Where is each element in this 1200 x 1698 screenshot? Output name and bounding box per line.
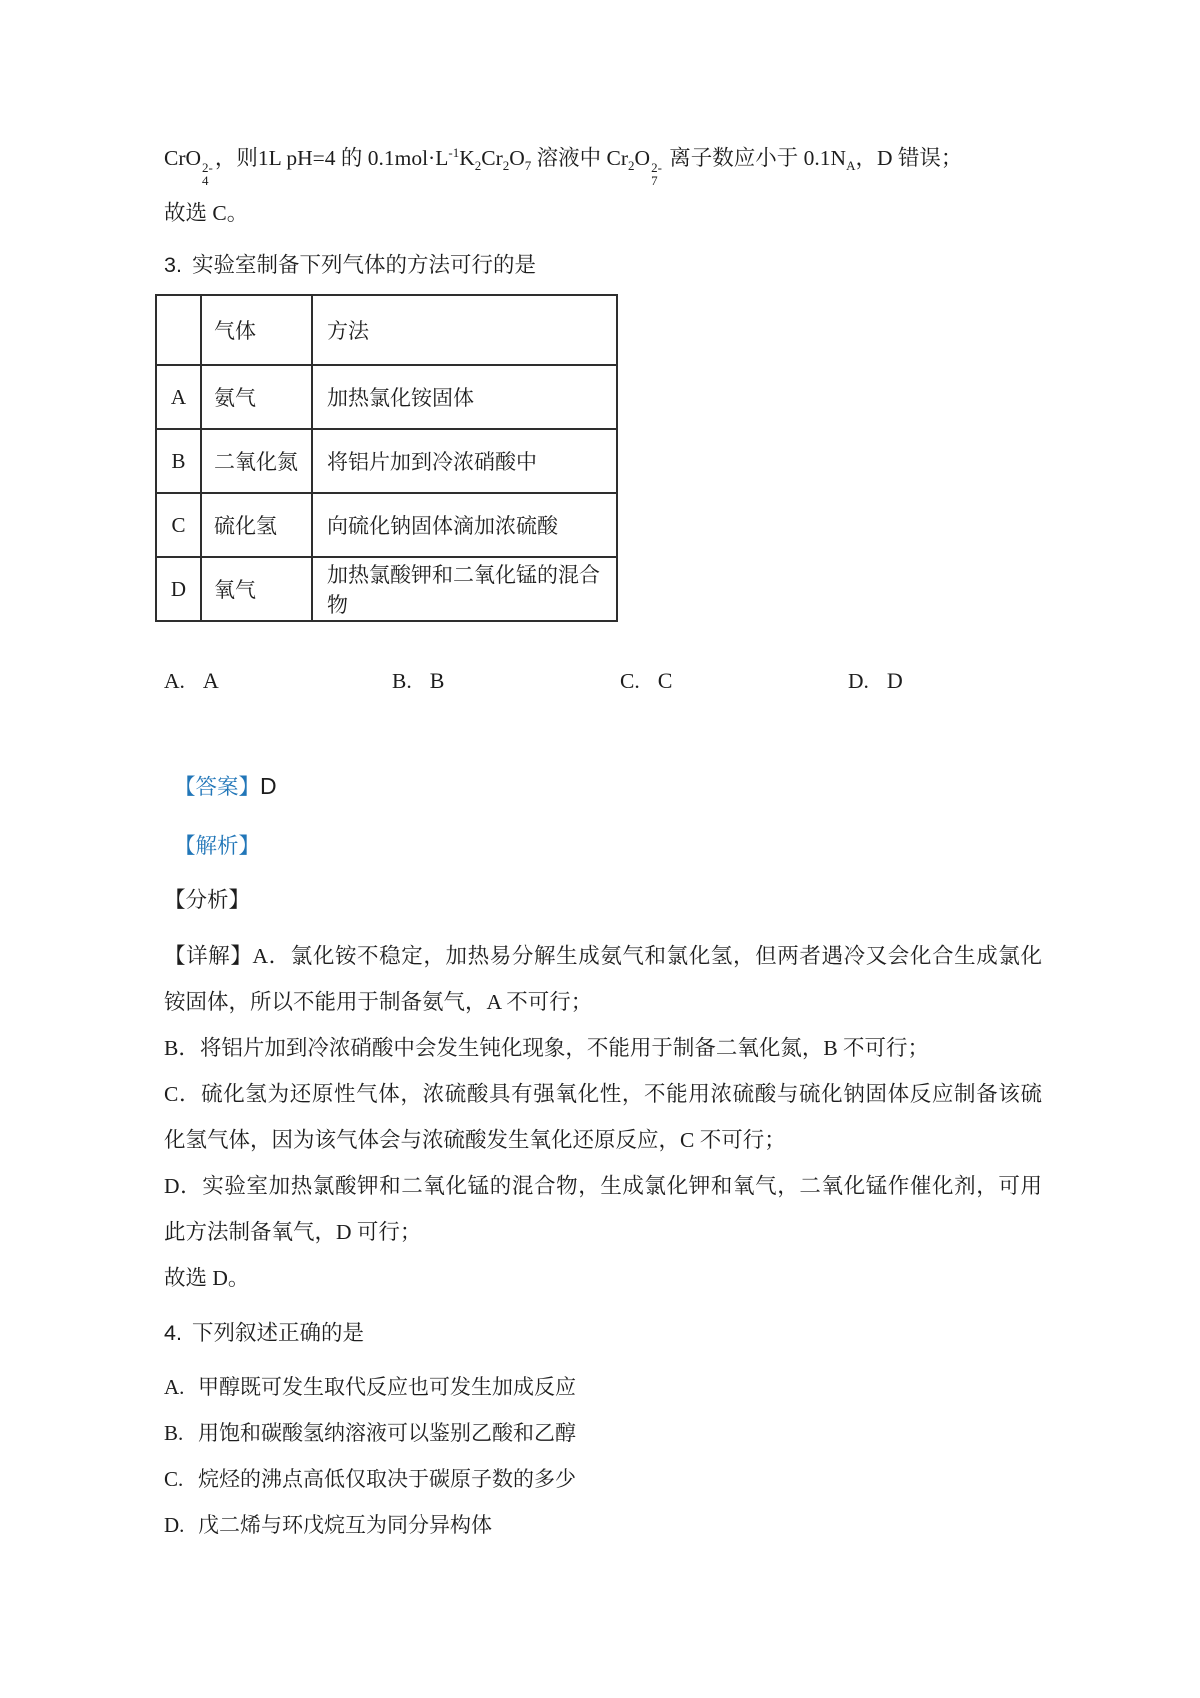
detail-line: D．实验室加热氯酸钾和二氧化锰的混合物，生成氯化钾和氧气，二氧化锰作催化剂，可用 [164,1174,1042,1198]
cr2o7-scripts: 2- 7 [651,160,662,188]
option-b-text: B [429,668,445,693]
detail-conclusion: 故选 D。 [164,1266,250,1290]
option-d-label: D. [848,669,869,693]
option-a-label: A. [164,669,185,693]
intro-text-2: 溶液中 [531,146,607,170]
option-c-label: C. [620,669,640,693]
table-row [156,493,617,557]
fenxi-tag: 【分析】 [164,888,251,912]
header-empty-cell [156,295,201,365]
formula-k2cr2o7: $K_2Cr_2O_7$ [459,146,532,173]
formula-cro4: CrO 2- 4 [164,146,213,188]
detail-line: 化氢气体，因为该气体会与浓硫酸发生氧化还原反应，C 不可行； [164,1128,786,1152]
row-method-cell: 加热氯化铵固体 [312,365,617,429]
answer-line [174,769,277,804]
option-d-label: D. [164,1513,185,1537]
question-4-text: 下列叙述正确的是 [191,1321,364,1345]
option-c-text: 烷烃的沸点高低仅取决于碳原子数的多少 [198,1467,576,1491]
option-b-label: B. [164,1421,184,1445]
intro-text-1: ，则1L pH=4 的 0.1mol·L [214,146,449,170]
row-method-cell: 向硫化钠固体滴加浓硫酸 [312,493,617,557]
option-c [620,668,848,694]
table-header-row [156,295,617,365]
option-d-text: 戊二烯与环戊烷互为同分异构体 [198,1513,492,1537]
jiexi-tag: 【解析】 [174,834,261,858]
prev-answer-conclusion: 故选 C。 [164,201,249,225]
option-b-text: 用饱和碳酸氢纳溶液可以鉴别乙酸和乙醇 [198,1421,576,1445]
row-label-cell: C [156,493,201,557]
option-d-text: D [886,668,903,693]
row-label-cell: D [156,557,201,621]
question-4-stem [164,1316,364,1350]
option-a [164,1364,576,1410]
table-row [156,365,617,429]
option-d [848,668,1076,694]
intro-text-3: 离子数应小于 0.1N [663,146,847,170]
question-3-text: 实验室制备下列气体的方法可行的是 [191,253,536,277]
option-b [392,668,620,694]
option-a [164,668,392,694]
question-3-options [164,668,1076,694]
intro-text-4: ，D 错误； [855,146,963,170]
table-row [156,429,617,493]
option-b [164,1410,576,1456]
option-a-text: 甲醇既可发生取代反应也可发生加成反应 [198,1375,576,1399]
option-c-label: C. [164,1467,184,1491]
liter-exponent: -1 [448,145,460,160]
option-b-label: B. [392,669,412,693]
header-gas-cell: 气体 [201,295,312,365]
question-4-options [164,1364,576,1548]
cro4-scripts: 2- 4 [202,160,213,188]
row-gas-cell: 硫化氢 [201,493,312,557]
option-c [164,1456,576,1502]
gas-method-table [155,294,618,622]
detail-line: 【详解】A．氯化铵不稳定，加热易分解生成氨气和氯化氢，但两者遇冷又会化合生成氯化 [164,944,1042,968]
row-label-cell: B [156,429,201,493]
question-4-number: 4. [164,1321,182,1345]
detail-line: 铵固体，所以不能用于制备氨气，A 不可行； [164,990,593,1014]
detail-line: 此方法制备氧气，D 可行； [164,1220,422,1244]
row-label-cell: A [156,365,201,429]
prev-answer-formula-line [164,141,962,189]
detail-line: B．将铝片加到冷浓硝酸中会发生钝化现象，不能用于制备二氧化氮，B 不可行； [164,1036,930,1060]
answer-tag: 【答案】 [174,775,261,799]
row-gas-cell: 氨气 [201,365,312,429]
row-gas-cell: 二氧化氮 [201,429,312,493]
option-c-text: C [657,668,673,693]
table-row [156,557,617,621]
answer-value: D [260,773,277,799]
option-d [164,1502,576,1548]
header-method-cell: 方法 [312,295,617,365]
question-3-stem [164,248,536,282]
formula-cr2o7: $Cr_2O$ 2- 7 [606,146,662,188]
row-gas-cell: 氧气 [201,557,312,621]
detail-line: C．硫化氢为还原性气体，浓硫酸具有强氧化性，不能用浓硫酸与硫化钠固体反应制备该硫 [164,1082,1042,1106]
row-method-cell: 将铝片加到冷浓硝酸中 [312,429,617,493]
question-3-number: 3. [164,253,182,277]
option-a-label: A. [164,1375,185,1399]
option-a-text: A [202,668,219,693]
detail-explanation [164,933,1042,1301]
row-method-cell: 加热氯酸钾和二氧化锰的混合物 [312,557,617,621]
avogadro-subscript: A [846,158,856,173]
